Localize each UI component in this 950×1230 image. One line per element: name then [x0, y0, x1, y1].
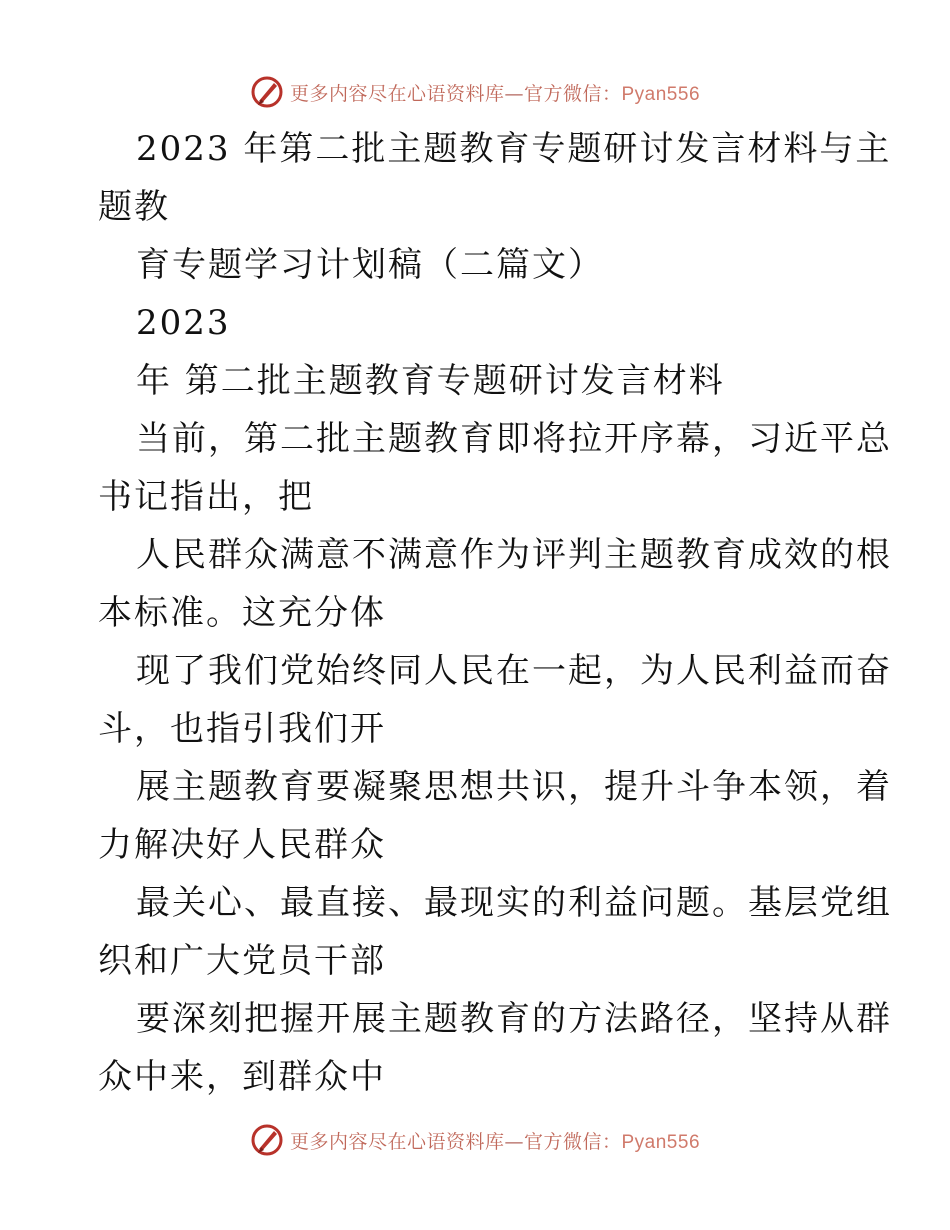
watermark-sub: 官方微信： — [523, 82, 622, 105]
watermark-text — [290, 1127, 700, 1154]
watermark-main: 更多内容尽在心语资料库 — [289, 82, 505, 105]
text-line: 书记指出，把 — [98, 477, 314, 517]
text-line: 2023 — [136, 303, 231, 343]
text-line: 当前，第二批主题教育即将拉开序幕，习近平总 — [136, 419, 892, 459]
text-line: 题教 — [98, 187, 170, 227]
watermark-separator: — — [504, 82, 524, 105]
text-line: 本标准。这充分体 — [98, 593, 386, 633]
watermark-group — [250, 75, 700, 109]
watermark-wechat-id: Pyan556 — [621, 83, 701, 105]
watermark-wechat-id: Pyan556 — [621, 1131, 701, 1153]
text-line: 育专题学习计划稿（二篇文） — [136, 245, 604, 285]
watermark-separator: — — [504, 1130, 524, 1153]
text-line: 众中来，到群众中 — [98, 1057, 386, 1097]
text-line: 人民群众满意不满意作为评判主题教育成效的根 — [136, 535, 892, 575]
watermark-group — [250, 1123, 700, 1157]
text-line: 最关心、最直接、最现实的利益问题。基层党组 — [136, 883, 892, 923]
text-line: 展主题教育要凝聚思想共识，提升斗争本领，着 — [136, 767, 892, 807]
header-watermark — [0, 72, 950, 112]
watermark-sub: 官方微信： — [523, 1130, 622, 1153]
text-line: 斗，也指引我们开 — [98, 709, 386, 749]
footer-watermark — [0, 1120, 950, 1160]
quill-logo-icon — [250, 75, 284, 109]
text-line: 织和广大党员干部 — [98, 941, 386, 981]
text-line: 2023 年第二批主题教育专题研讨发言材料与主 — [136, 129, 892, 169]
text-line: 年 第二批主题教育专题研讨发言材料 — [136, 361, 725, 401]
watermark-text — [290, 79, 700, 106]
text-line: 力解决好人民群众 — [98, 825, 386, 865]
document-body — [98, 120, 892, 1106]
text-line: 要深刻把握开展主题教育的方法路径，坚持从群 — [136, 999, 892, 1039]
quill-logo-icon — [250, 1123, 284, 1157]
text-line: 现了我们党始终同人民在一起，为人民利益而奋 — [136, 651, 892, 691]
watermark-main: 更多内容尽在心语资料库 — [289, 1130, 505, 1153]
